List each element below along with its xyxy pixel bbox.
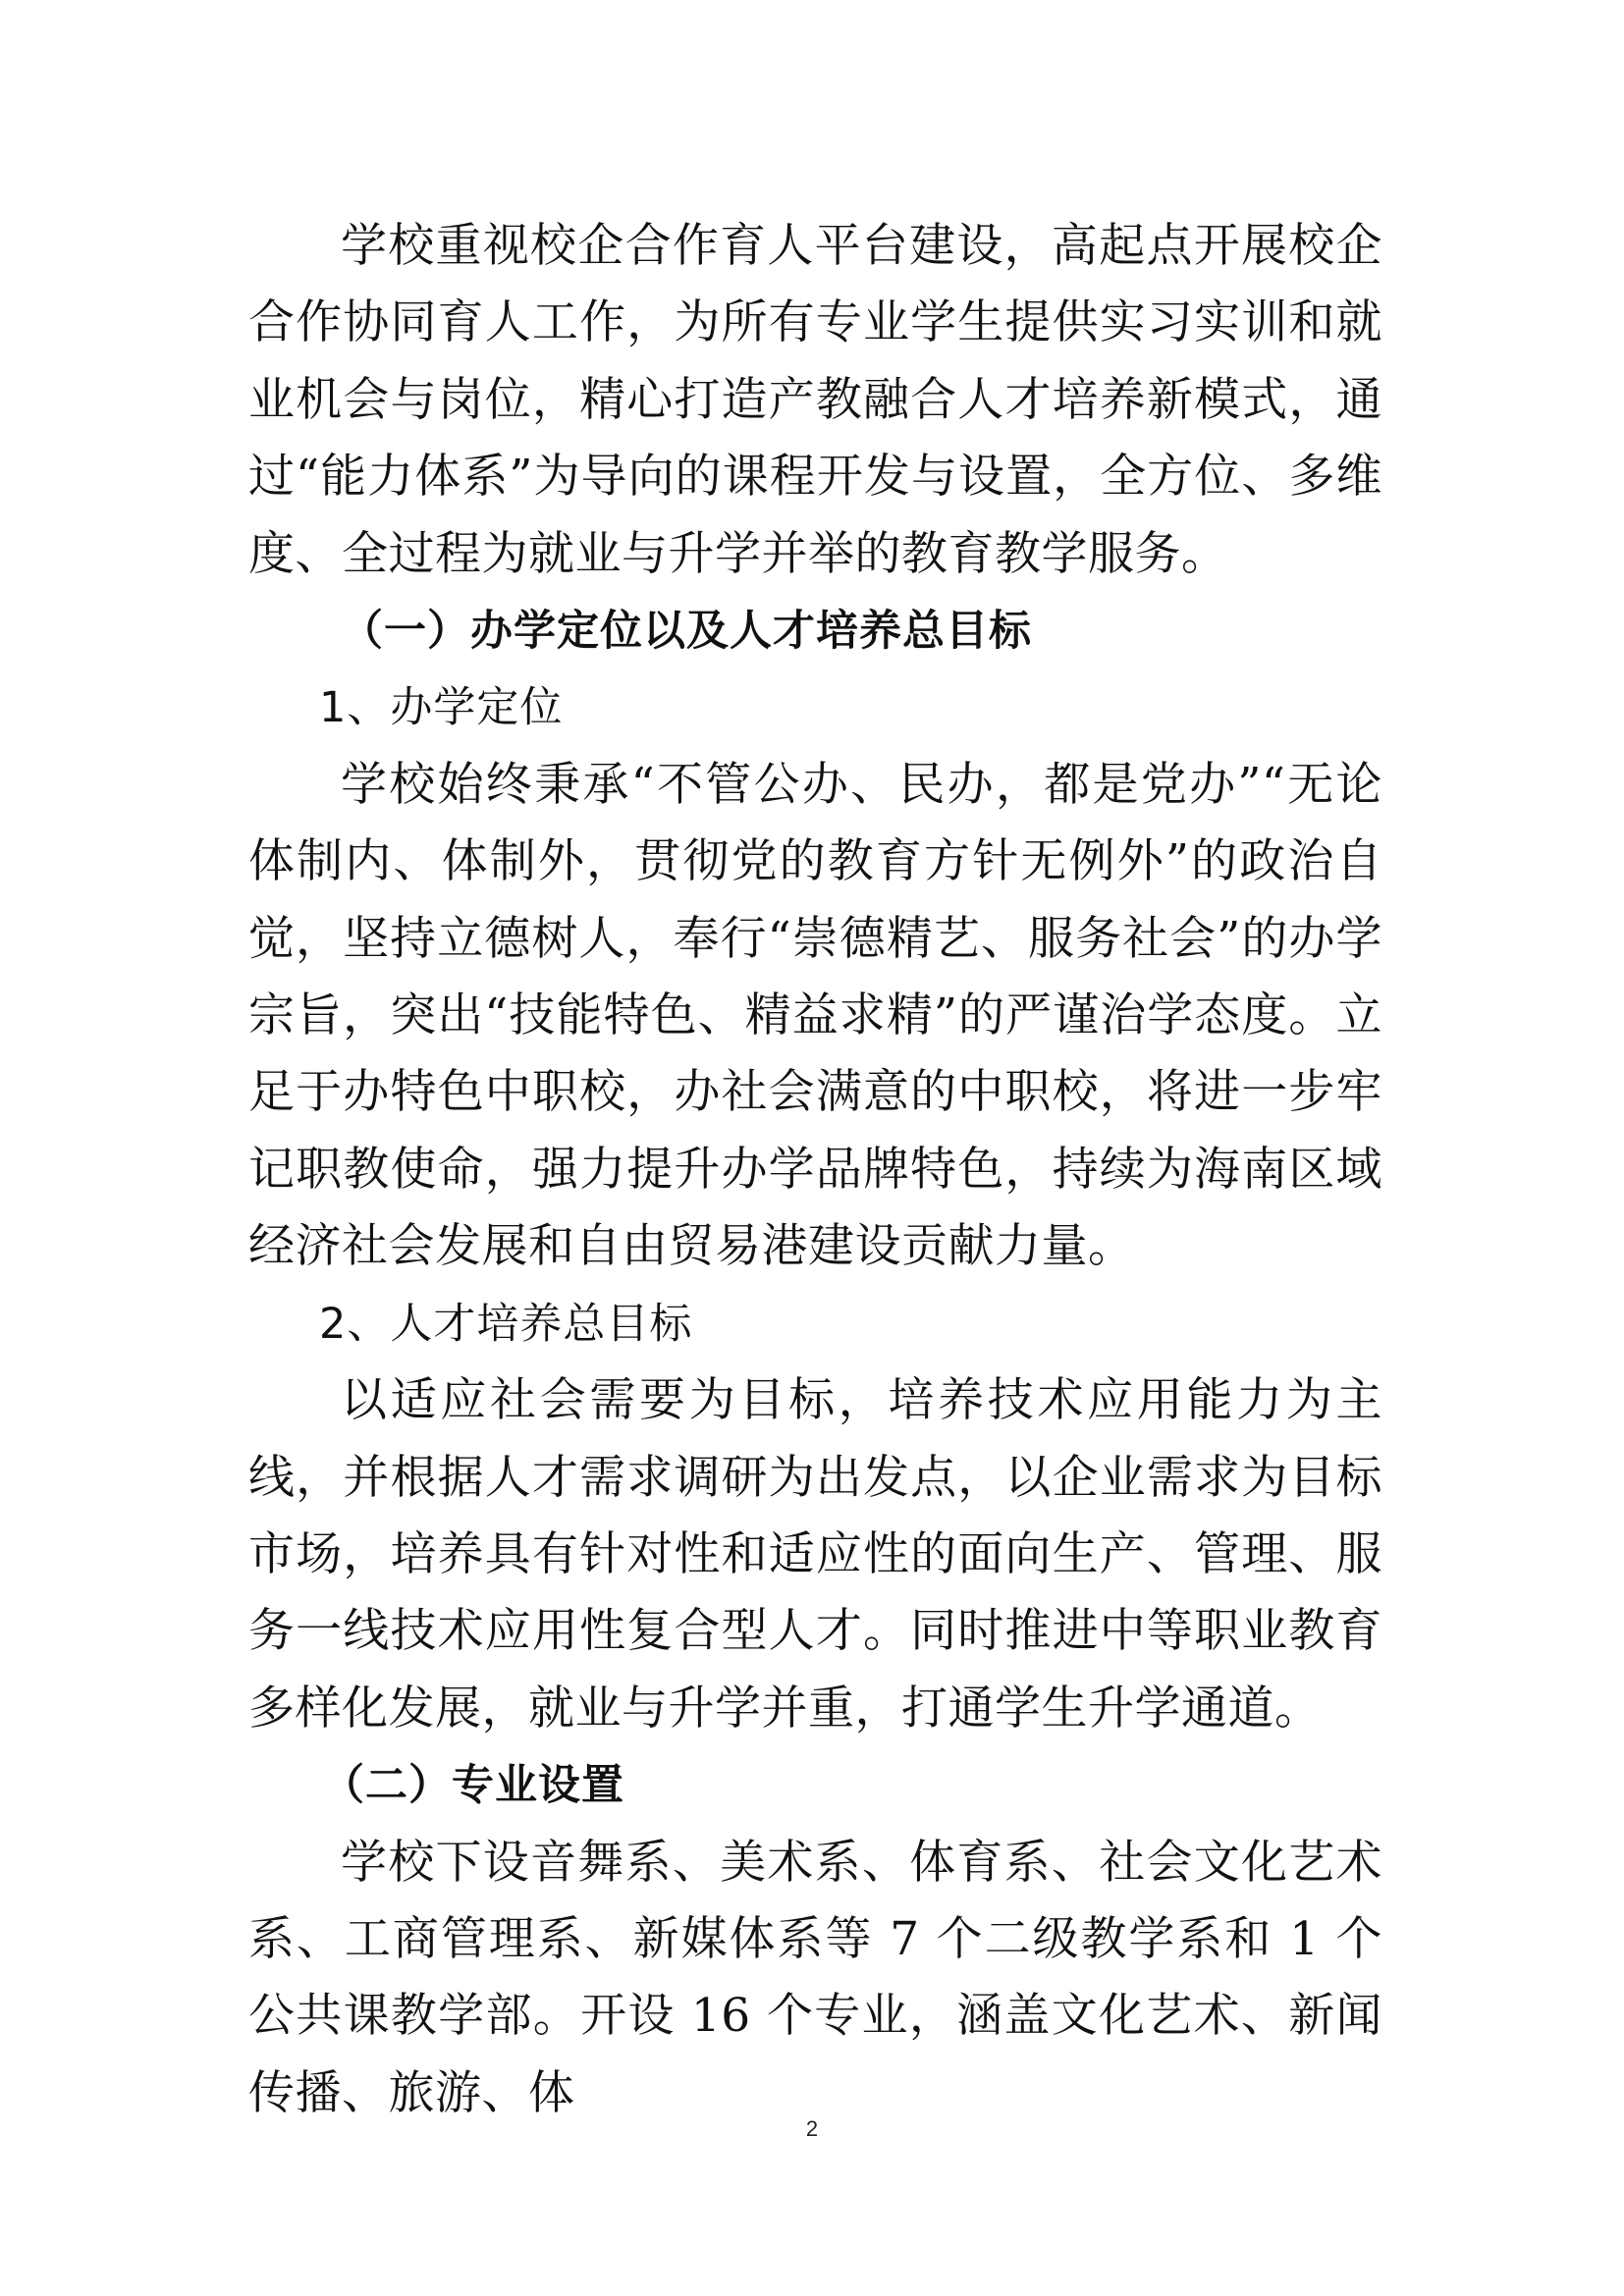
document-body [248, 208, 1382, 2132]
subsection-heading-talent-goals: 2、人才培养总目标 [319, 1299, 693, 1349]
subsection-heading-positioning: 1、办学定位 [319, 683, 564, 733]
paragraph-positioning: 学校始终秉承“不管公办、民办，都是党办”“无论体制内、体制外，贯彻党的教育方针无例外”的政治自觉，坚持立德树人，奉行“崇德精艺、服务社会”的办学宗旨，突出“技能特色、精益求精”的严谨治学态度。立足于办特色中职校，办社会满意的中职校，将进一步牢记职教使命，强力提升办学品牌特色，持续为海南区域经济社会发展和自由贸易港建设贡献力量。 [248, 757, 1382, 1274]
paragraph-intro: 学校重视校企合作育人平台建设，高起点开展校企合作协同育人工作，为所有专业学生提供实习实训和就业机会与岗位，精心打造产教融合人才培养新模式，通过“能力体系”为导向的课程开发与设置，全方位、多维度、全过程为就业与升学并举的教育教学服务。 [248, 219, 1382, 581]
section-heading-majors: （二）专业设置 [322, 1761, 624, 1811]
paragraph-talent-goals: 以适应社会需要为目标，培养技术应用能力为主线，并根据人才需求调研为出发点，以企业需求为目标市场，培养具有针对性和适应性的面向生产、管理、服务一线技术应用性复合型人才。同时推进中等职业教育多样化发展，就业与升学并重，打通学生升学通道。 [248, 1373, 1382, 1735]
paragraph-majors: 学校下设音舞系、美术系、体育系、社会文化艺术系、工商管理系、新媒体系等 7 个二级教学系和 1 个公共课教学部。开设 16 个专业，涵盖文化艺术、新闻传播、旅游、体 [248, 1835, 1382, 2120]
page-number: 2 [805, 2116, 819, 2141]
section-heading-positioning-goals: （一）办学定位以及人才培养总目标 [341, 607, 1032, 657]
